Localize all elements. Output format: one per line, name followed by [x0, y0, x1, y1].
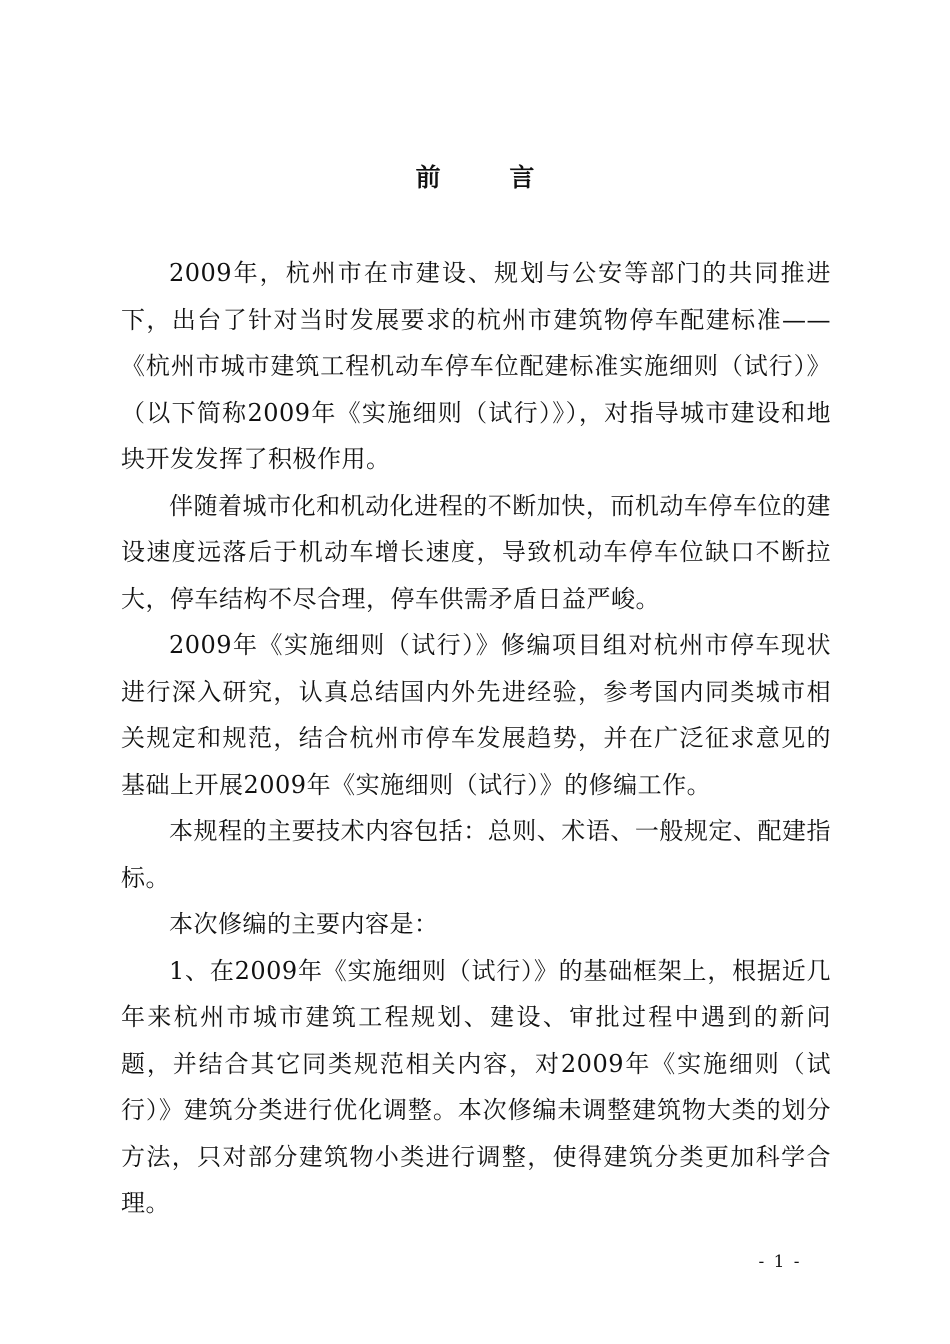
paragraph-3: 2009年《实施细则（试行）》修编项目组对杭州市停车现状进行深入研究，认真总结国内外先进经验，参考国内同类城市相关规定和规范，结合杭州市停车发展趋势，并在广泛征求意见的基础上开展2009年《实施细则（试行）》的修编工作。 — [121, 631, 831, 799]
paragraph-5: 本次修编的主要内容是： — [169, 910, 439, 938]
body-text — [121, 250, 831, 1227]
paragraph-4: 本规程的主要技术内容包括：总则、术语、一般规定、配建指标。 — [121, 817, 831, 892]
page-number: - 1 - — [758, 1252, 802, 1272]
paragraph-6: 1、在2009年《实施细则（试行）》的基础框架上，根据近几年来杭州市城市建筑工程规划、建设、审批过程中遇到的新问题，并结合其它同类规范相关内容，对2009年《实施细则（试行）》建筑分类进行优化调整。本次修编未调整建筑物大类的划分方法，只对部分建筑物小类进行调整，使得建筑分类更加科学合理。 — [121, 956, 831, 1217]
paragraph-2: 伴随着城市化和机动化进程的不断加快，而机动车停车位的建设速度远落后于机动车增长速度，导致机动车停车位缺口不断拉大，停车结构不尽合理，停车供需矛盾日益严峻。 — [121, 491, 831, 613]
paragraph-1: 2009年，杭州市在市建设、规划与公安等部门的共同推进下，出台了针对当时发展要求的杭州市建筑物停车配建标准——《杭州市城市建筑工程机动车停车位配建标准实施细则（试行）》（以下简称2009年《实施细则（试行）》），对指导城市建设和地块开发发挥了积极作用。 — [121, 259, 831, 473]
page-title: 前 言 — [415, 163, 565, 192]
